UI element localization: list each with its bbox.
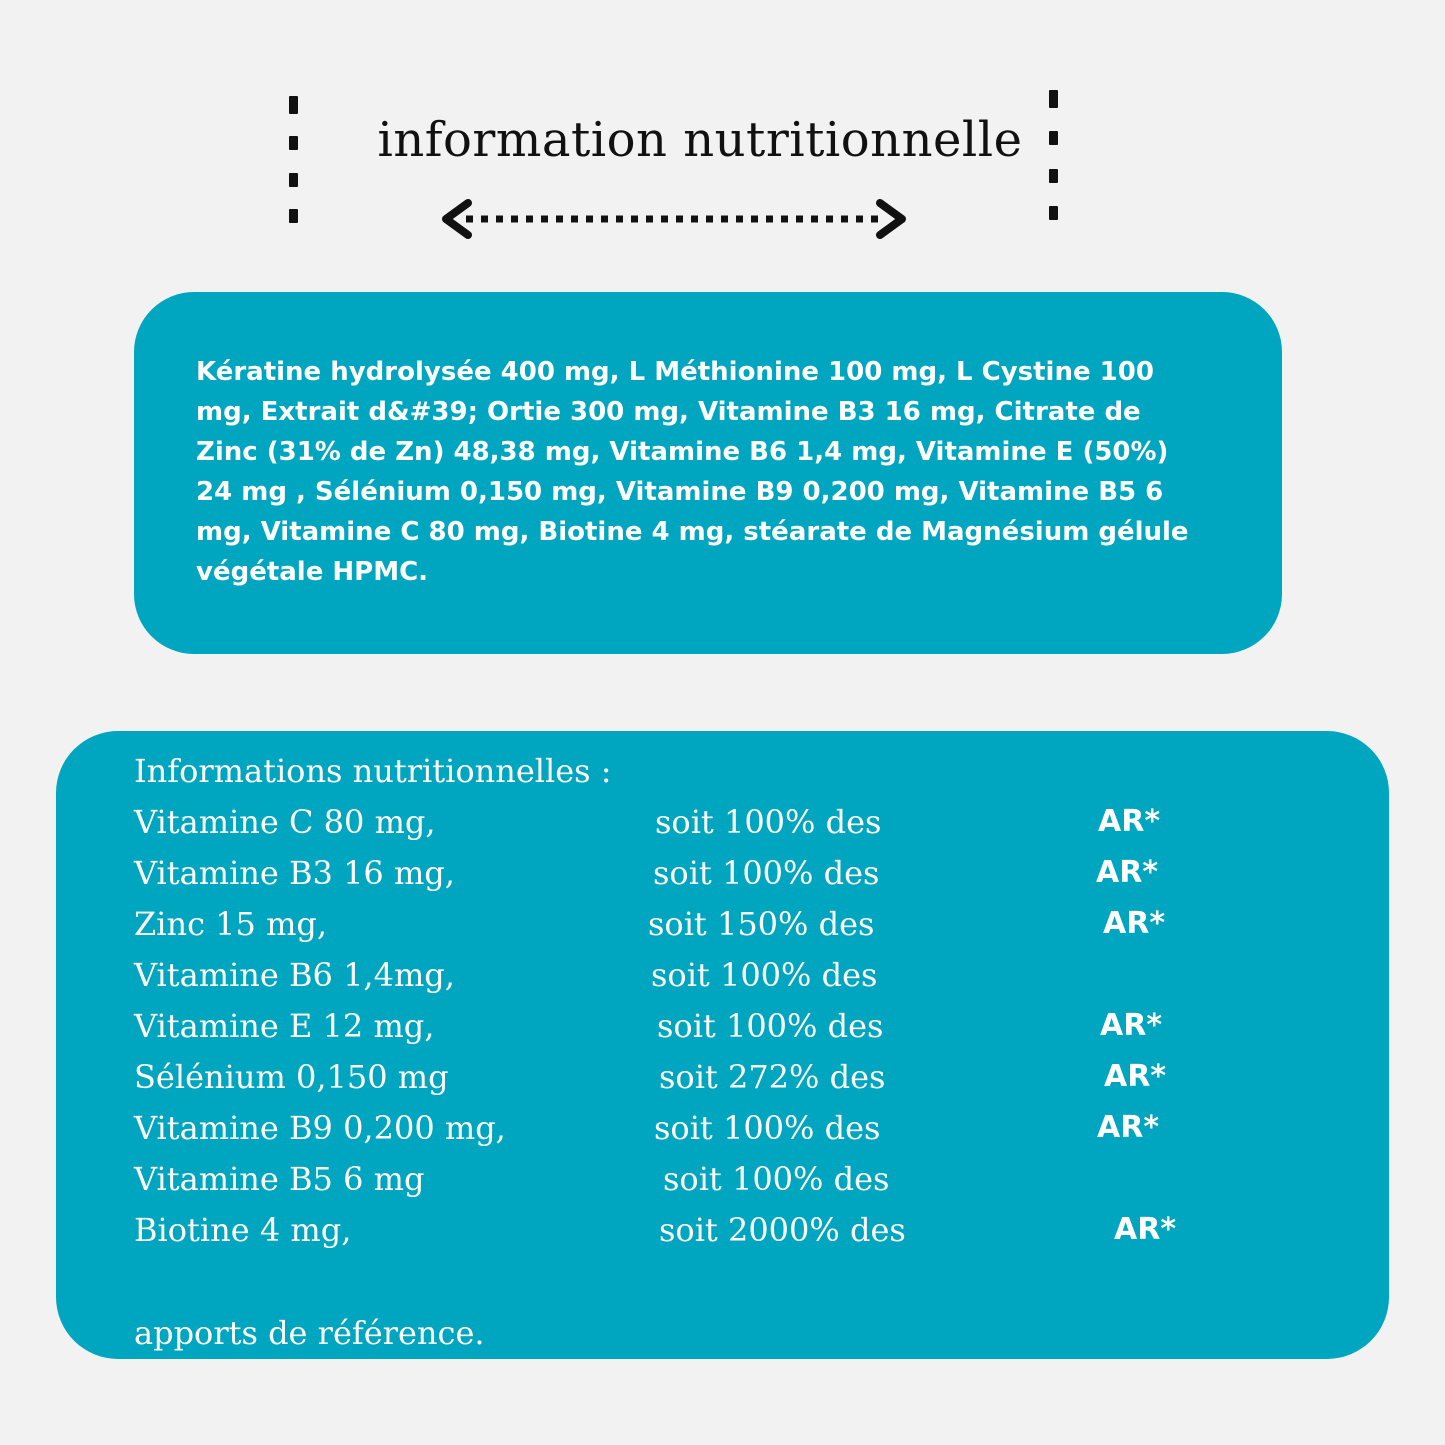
- page-title: information nutritionnelle: [377, 112, 1023, 168]
- percent-label: soit 2000% des: [659, 1211, 906, 1249]
- ar-label: AR*: [1114, 1212, 1177, 1247]
- percent-label: soit 100% des: [654, 1109, 881, 1147]
- nutrient-label: Zinc 15 mg,: [134, 905, 328, 943]
- percent-label: soit 100% des: [663, 1160, 890, 1198]
- ar-label: AR*: [1098, 804, 1161, 839]
- nutrient-label: Biotine 4 mg,: [134, 1211, 352, 1249]
- percent-label: soit 100% des: [653, 854, 880, 892]
- footnote: apports de référence.: [134, 1314, 485, 1352]
- nutrient-label: Vitamine E 12 mg,: [134, 1007, 435, 1045]
- nutrient-label: Vitamine B6 1,4mg,: [134, 956, 455, 994]
- double-arrow-icon: [440, 196, 910, 242]
- percent-label: soit 100% des: [655, 803, 882, 841]
- ar-label: AR*: [1103, 906, 1166, 941]
- percent-label: soit 100% des: [651, 956, 878, 994]
- ingredients-panel: [134, 292, 1282, 654]
- ar-label: AR*: [1097, 1110, 1160, 1145]
- nutrient-label: Vitamine B5 6 mg: [134, 1160, 425, 1198]
- nutrient-label: Vitamine C 80 mg,: [134, 803, 436, 841]
- ar-label: AR*: [1104, 1059, 1167, 1094]
- percent-label: soit 150% des: [648, 905, 875, 943]
- nutrient-label: Vitamine B9 0,200 mg,: [134, 1109, 506, 1147]
- left-dashed-bracket: [289, 96, 298, 223]
- percent-label: soit 272% des: [659, 1058, 886, 1096]
- ar-label: AR*: [1096, 855, 1159, 890]
- percent-label: soit 100% des: [657, 1007, 884, 1045]
- ingredients-text: Kératine hydrolysée 400 mg, L Méthionine 100 mg, L Cystine 100 mg, Extrait d&#39; Ortie 300 mg, Vitamine B3 16 mg, Citrate de Zinc (31% de Zn) 48,38 mg, Vitamine B6 1,4 mg, Vitamine E (50%) 24 mg , Sélénium 0,150 mg, Vitamine B9 0,200 mg, Vitamine B5 6 mg, Vitamine C 80 mg, Biotine 4 mg, stéarate de Magnésium gélule végétale HPMC.: [196, 357, 1189, 587]
- nutrient-label: Vitamine B3 16 mg,: [134, 854, 455, 892]
- ar-label: AR*: [1100, 1008, 1163, 1043]
- nutrient-label: Sélénium 0,150 mg: [134, 1058, 449, 1096]
- nutrition-heading: Informations nutritionnelles :: [134, 752, 612, 790]
